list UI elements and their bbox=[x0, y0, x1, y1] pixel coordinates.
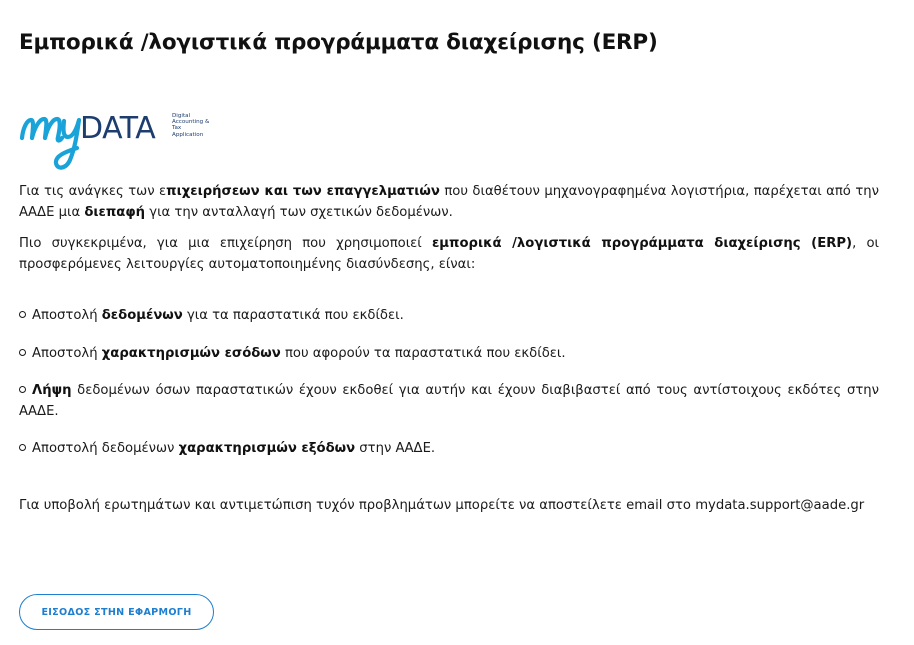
text-run: Αποστολή δεδομένων bbox=[32, 441, 179, 456]
text-run-bold: διεπαφή bbox=[84, 205, 146, 220]
text-run: Για τις ανάγκες των ε bbox=[19, 184, 167, 199]
intro-paragraph bbox=[19, 181, 879, 223]
text-run-bold: πιχειρήσεων και των επαγγελματιών bbox=[166, 184, 440, 199]
mydata-logo bbox=[19, 108, 229, 174]
text-run: Αποστολή bbox=[32, 346, 102, 361]
text-run: για τα παραστατικά που εκδίδει. bbox=[182, 308, 404, 323]
text-run: που αφορούν τα παραστατικά που εκδίδει. bbox=[280, 346, 566, 361]
mydata-my-logo-icon bbox=[19, 108, 89, 174]
text-run-bold: χαρακτηρισμών εξόδων bbox=[178, 441, 356, 456]
list-item bbox=[19, 343, 879, 364]
text-run: Πιο συγκεκριμένα, για μια επιχείρηση που χρησιμοποιεί bbox=[19, 236, 432, 251]
text-run: , οι προσφερόμενες λειτουργίες αυτοματοποιημένης διασύνδεσης, είναι: bbox=[19, 236, 880, 272]
text-run: που διαθέτουν μηχανογραφημένα λογιστήρια, παρέχεται από την ΑΑΔΕ μια bbox=[19, 184, 880, 220]
list-item bbox=[19, 438, 879, 459]
list-item bbox=[19, 305, 879, 326]
mydata-tagline bbox=[172, 113, 232, 138]
text-run: στην ΑΑΔΕ. bbox=[355, 441, 436, 456]
tagline-line: Accounting & bbox=[172, 119, 210, 126]
text-run: για την ανταλλαγή των σχετικών δεδομένων. bbox=[145, 205, 453, 220]
erp-paragraph bbox=[19, 233, 879, 275]
tagline-line: Digital bbox=[172, 113, 191, 119]
text-run-bold: εμπορικά /λογιστικά προγράμματα διαχείρισης (ERP) bbox=[431, 236, 853, 251]
support-paragraph: Για υποβολή ερωτημάτων και αντιμετώπιση τυχόν προβλημάτων μπορείτε να αποστείλετε email στο mydata.support@aade.gr bbox=[19, 498, 865, 513]
text-run: Αποστολή bbox=[32, 308, 102, 323]
tagline-line: Tax bbox=[172, 125, 182, 132]
enter-application-button[interactable]: ΕΙΣΟΔΟΣ ΣΤΗΝ ΕΦΑΡΜΟΓΗ bbox=[19, 594, 214, 630]
list-item bbox=[19, 380, 879, 422]
tagline-line: Application bbox=[172, 131, 204, 138]
bullet-circle-icon bbox=[19, 444, 26, 451]
page-title: Εμπορικά /λογιστικά προγράμματα διαχείρισης (ERP) bbox=[19, 30, 658, 55]
mydata-data-wordmark: DATA bbox=[80, 111, 156, 146]
text-run-bold: Λήψη bbox=[32, 383, 72, 398]
bullet-circle-icon bbox=[19, 311, 26, 318]
bullet-circle-icon bbox=[19, 386, 26, 393]
text-run: δεδομένων όσων παραστατικών έχουν εκδοθεί για αυτήν και έχουν διαβιβαστεί από τους αντίστοιχους εκδότες στην ΑΑΔΕ. bbox=[19, 383, 879, 419]
text-run-bold: δεδομένων bbox=[101, 308, 183, 323]
text-run-bold: χαρακτηρισμών εσόδων bbox=[101, 346, 281, 361]
bullet-circle-icon bbox=[19, 349, 26, 356]
